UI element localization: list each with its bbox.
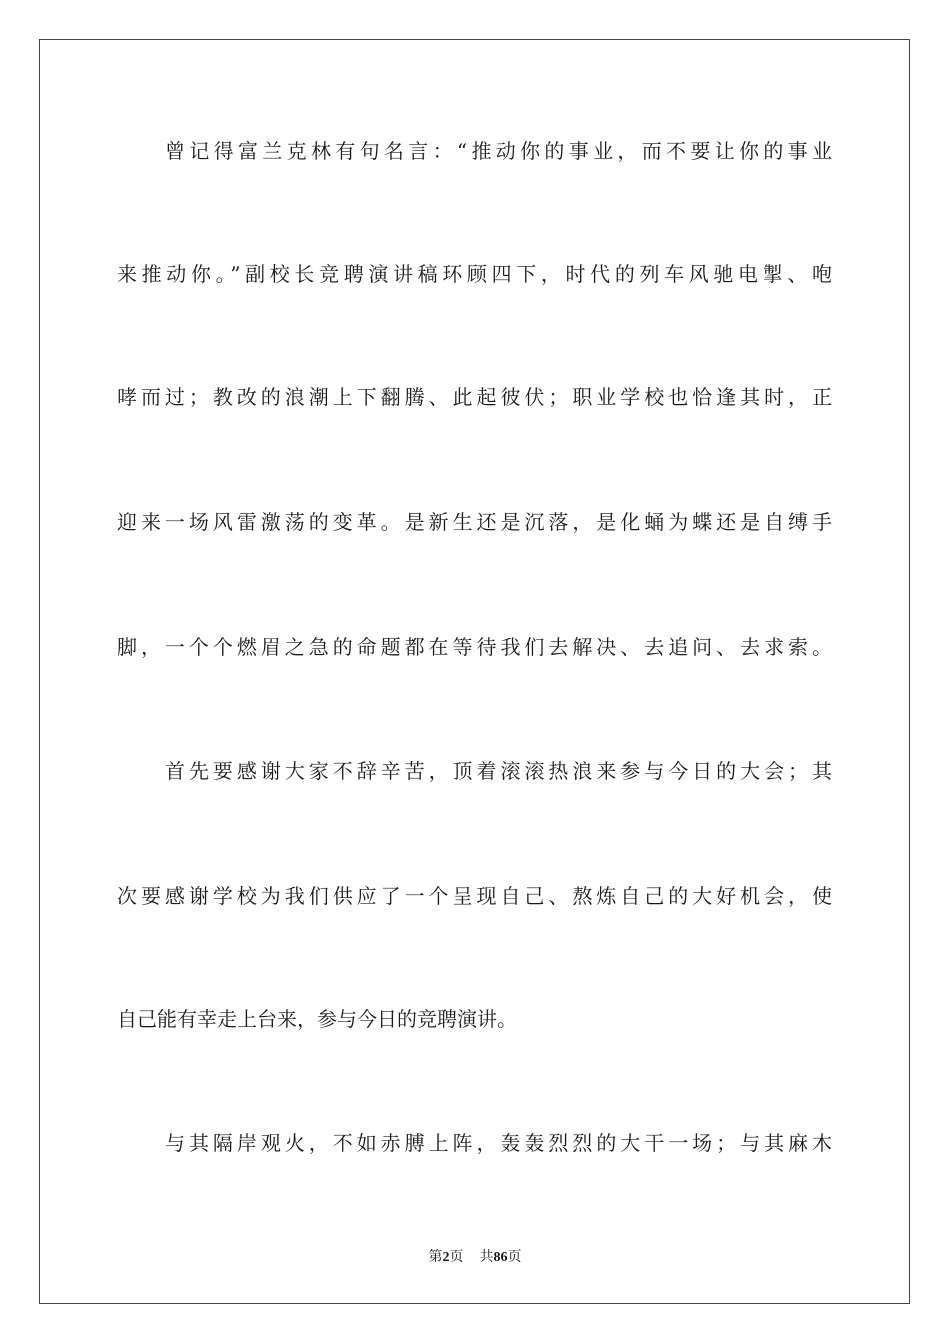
paragraph-3-line-1: 与其隔岸观火，不如赤膊上阵，轰轰烈烈的大干一场；与其麻木 [165,1131,832,1155]
paragraph-1-line-1: 曾记得富兰克林有句名言：“推动你的事业，而不要让你的事业 [165,139,832,163]
total-suffix: 页 [507,1249,522,1265]
page-footer [0,1246,950,1266]
paragraph-2-line-3: 自己能有幸走上台来，参与今日的竞聘演讲。 [117,1007,517,1031]
total-prefix: 共 [479,1249,494,1265]
paragraph-2-line-1: 首先要感谢大家不辞辛苦，顶着滚滚热浪来参与今日的大会；其 [165,759,832,783]
paragraph-1-line-2: 来推动你。”副校长竞聘演讲稿环顾四下，时代的列车风驰电掣、咆 [117,262,832,286]
page-prefix: 第 [428,1249,443,1265]
page-suffix: 页 [449,1249,464,1265]
paragraph-2-line-2: 次要感谢学校为我们供应了一个呈现自己、熬炼自己的大好机会，使 [117,884,832,908]
paragraph-1-line-4: 迎来一场风雷激荡的变革。是新生还是沉落，是化蛹为蝶还是自缚手 [117,510,832,534]
page-number: 2 [442,1250,450,1265]
total-pages: 86 [493,1250,508,1265]
page-frame [39,39,910,1304]
paragraph-1-line-5: 脚，一个个燃眉之急的命题都在等待我们去解决、去追问、去求索。 [117,635,832,659]
paragraph-1-line-3: 哮而过；教改的浪潮上下翻腾、此起彼伏；职业学校也恰逢其时，正 [117,385,832,409]
